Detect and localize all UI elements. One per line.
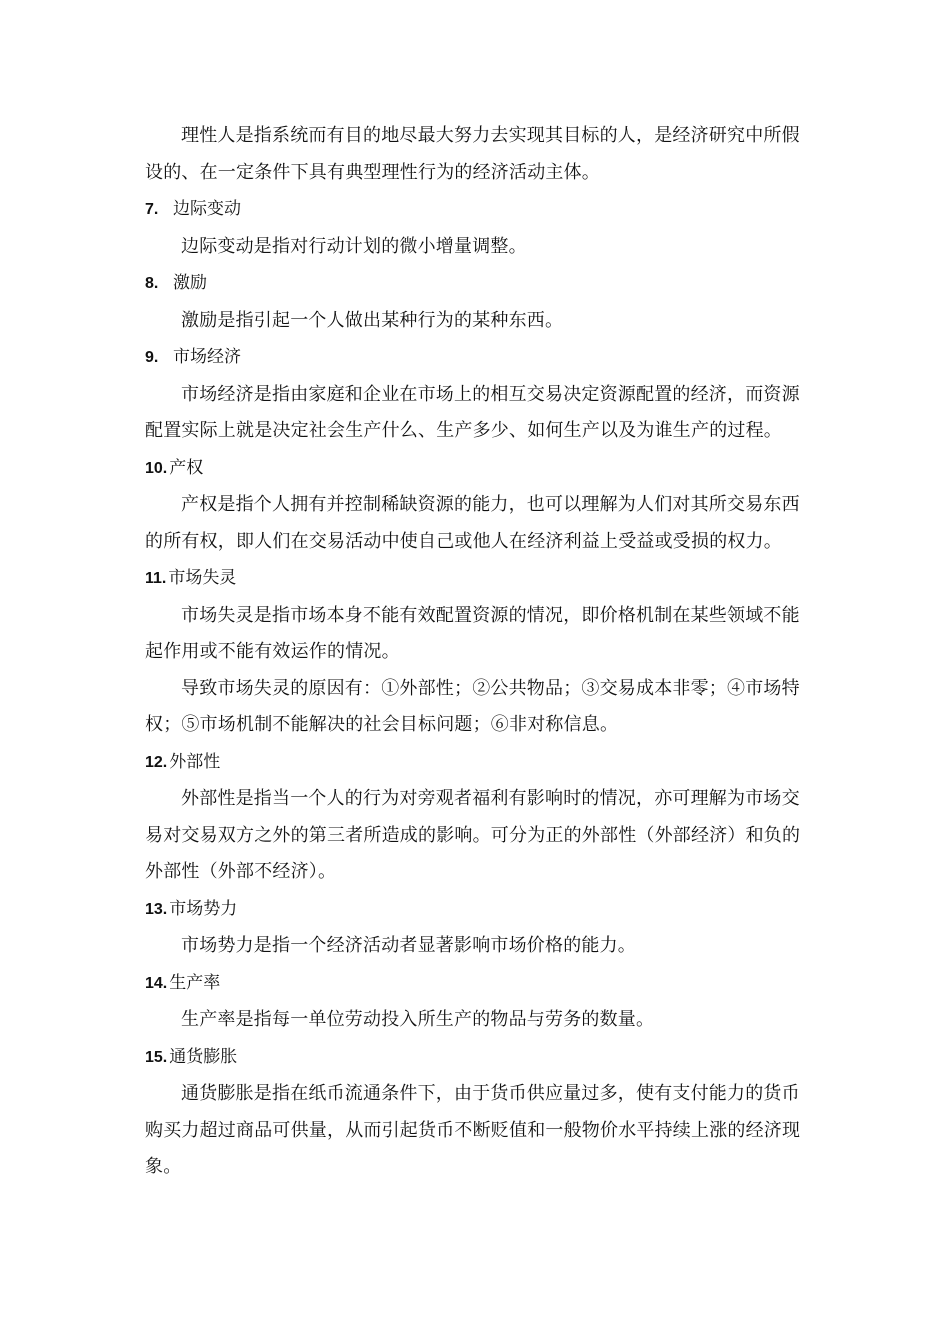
heading-number: 14.: [145, 974, 168, 992]
paragraph-market-failure-causes: 导致市场失灵的原因有：①外部性；②公共物品；③交易成本非零；④市场特权；⑤市场机制不能解决的社会目标问题；⑥非对称信息。: [145, 677, 800, 735]
heading-number: 9.: [145, 349, 159, 366]
document-page: [145, 118, 815, 1186]
heading-inflation: [145, 1039, 815, 1077]
heading-number: 11.: [145, 570, 167, 587]
heading-title: 通货膨胀: [169, 1046, 238, 1067]
heading-title: 激励: [173, 273, 207, 293]
paragraph-incentive: 激励是指引起一个人做出某种行为的某种东西。: [181, 309, 564, 331]
heading-title: 生产率: [169, 972, 221, 993]
heading-market-failure: [145, 560, 815, 598]
heading-marginal-change: [145, 191, 815, 229]
paragraph-productivity: 生产率是指每一单位劳动投入所生产的物品与劳务的数量。: [181, 1009, 655, 1030]
heading-title: 外部性: [169, 751, 221, 772]
heading-externality: [145, 744, 815, 782]
heading-number: 12.: [145, 753, 168, 771]
heading-number: 8.: [145, 275, 159, 292]
heading-productivity: [145, 965, 815, 1003]
heading-title: 产权: [169, 457, 204, 478]
heading-incentive: [145, 265, 815, 303]
paragraph-externality: 外部性是指当一个人的行为对旁观者福利有影响时的情况，亦可理解为市场交易对交易双方之外的第三者所造成的影响。可分为正的外部性（外部经济）和负的外部性（外部不经济）。: [145, 788, 801, 882]
heading-title: 市场失灵: [168, 568, 237, 588]
heading-number: 15.: [145, 1048, 168, 1066]
heading-number: 13.: [145, 900, 168, 918]
heading-property-rights: [145, 450, 815, 488]
heading-title: 市场势力: [169, 898, 238, 919]
heading-title: 市场经济: [173, 347, 241, 367]
paragraph-inflation: 通货膨胀是指在纸币流通条件下，由于货币供应量过多，使有支付能力的货币购买力超过商品可供量，从而引起货币不断贬值和一般物价水平持续上涨的经济现象。: [145, 1083, 801, 1177]
paragraph-market-power: 市场势力是指一个经济活动者显著影响市场价格的能力。: [181, 935, 636, 956]
paragraph-market-failure: 市场失灵是指市场本身不能有效配置资源的情况，即价格机制在某些领域不能起作用或不能有效运作的情况。: [145, 604, 800, 662]
heading-market-power: [145, 891, 815, 929]
paragraph-rational-person: 理性人是指系统而有目的地尽最大努力去实现其目标的人，是经济研究中所假设的、在一定条件下具有典型理性行为的经济活动主体。: [145, 125, 800, 183]
heading-title: 边际变动: [173, 199, 241, 219]
paragraph-property-rights: 产权是指个人拥有并控制稀缺资源的能力，也可以理解为人们对其所交易东西的所有权，即人们在交易活动中使自己或他人在经济利益上受益或受损的权力。: [145, 494, 800, 552]
paragraph-marginal-change: 边际变动是指对行动计划的微小增量调整。: [181, 235, 527, 257]
heading-number: 10.: [145, 459, 168, 477]
heading-market-economy: [145, 339, 815, 377]
paragraph-market-economy: 市场经济是指由家庭和企业在市场上的相互交易决定资源配置的经济，而资源配置实际上就是决定社会生产什么、生产多少、如何生产以及为谁生产的过程。: [145, 383, 800, 441]
heading-number: 7.: [145, 201, 159, 218]
